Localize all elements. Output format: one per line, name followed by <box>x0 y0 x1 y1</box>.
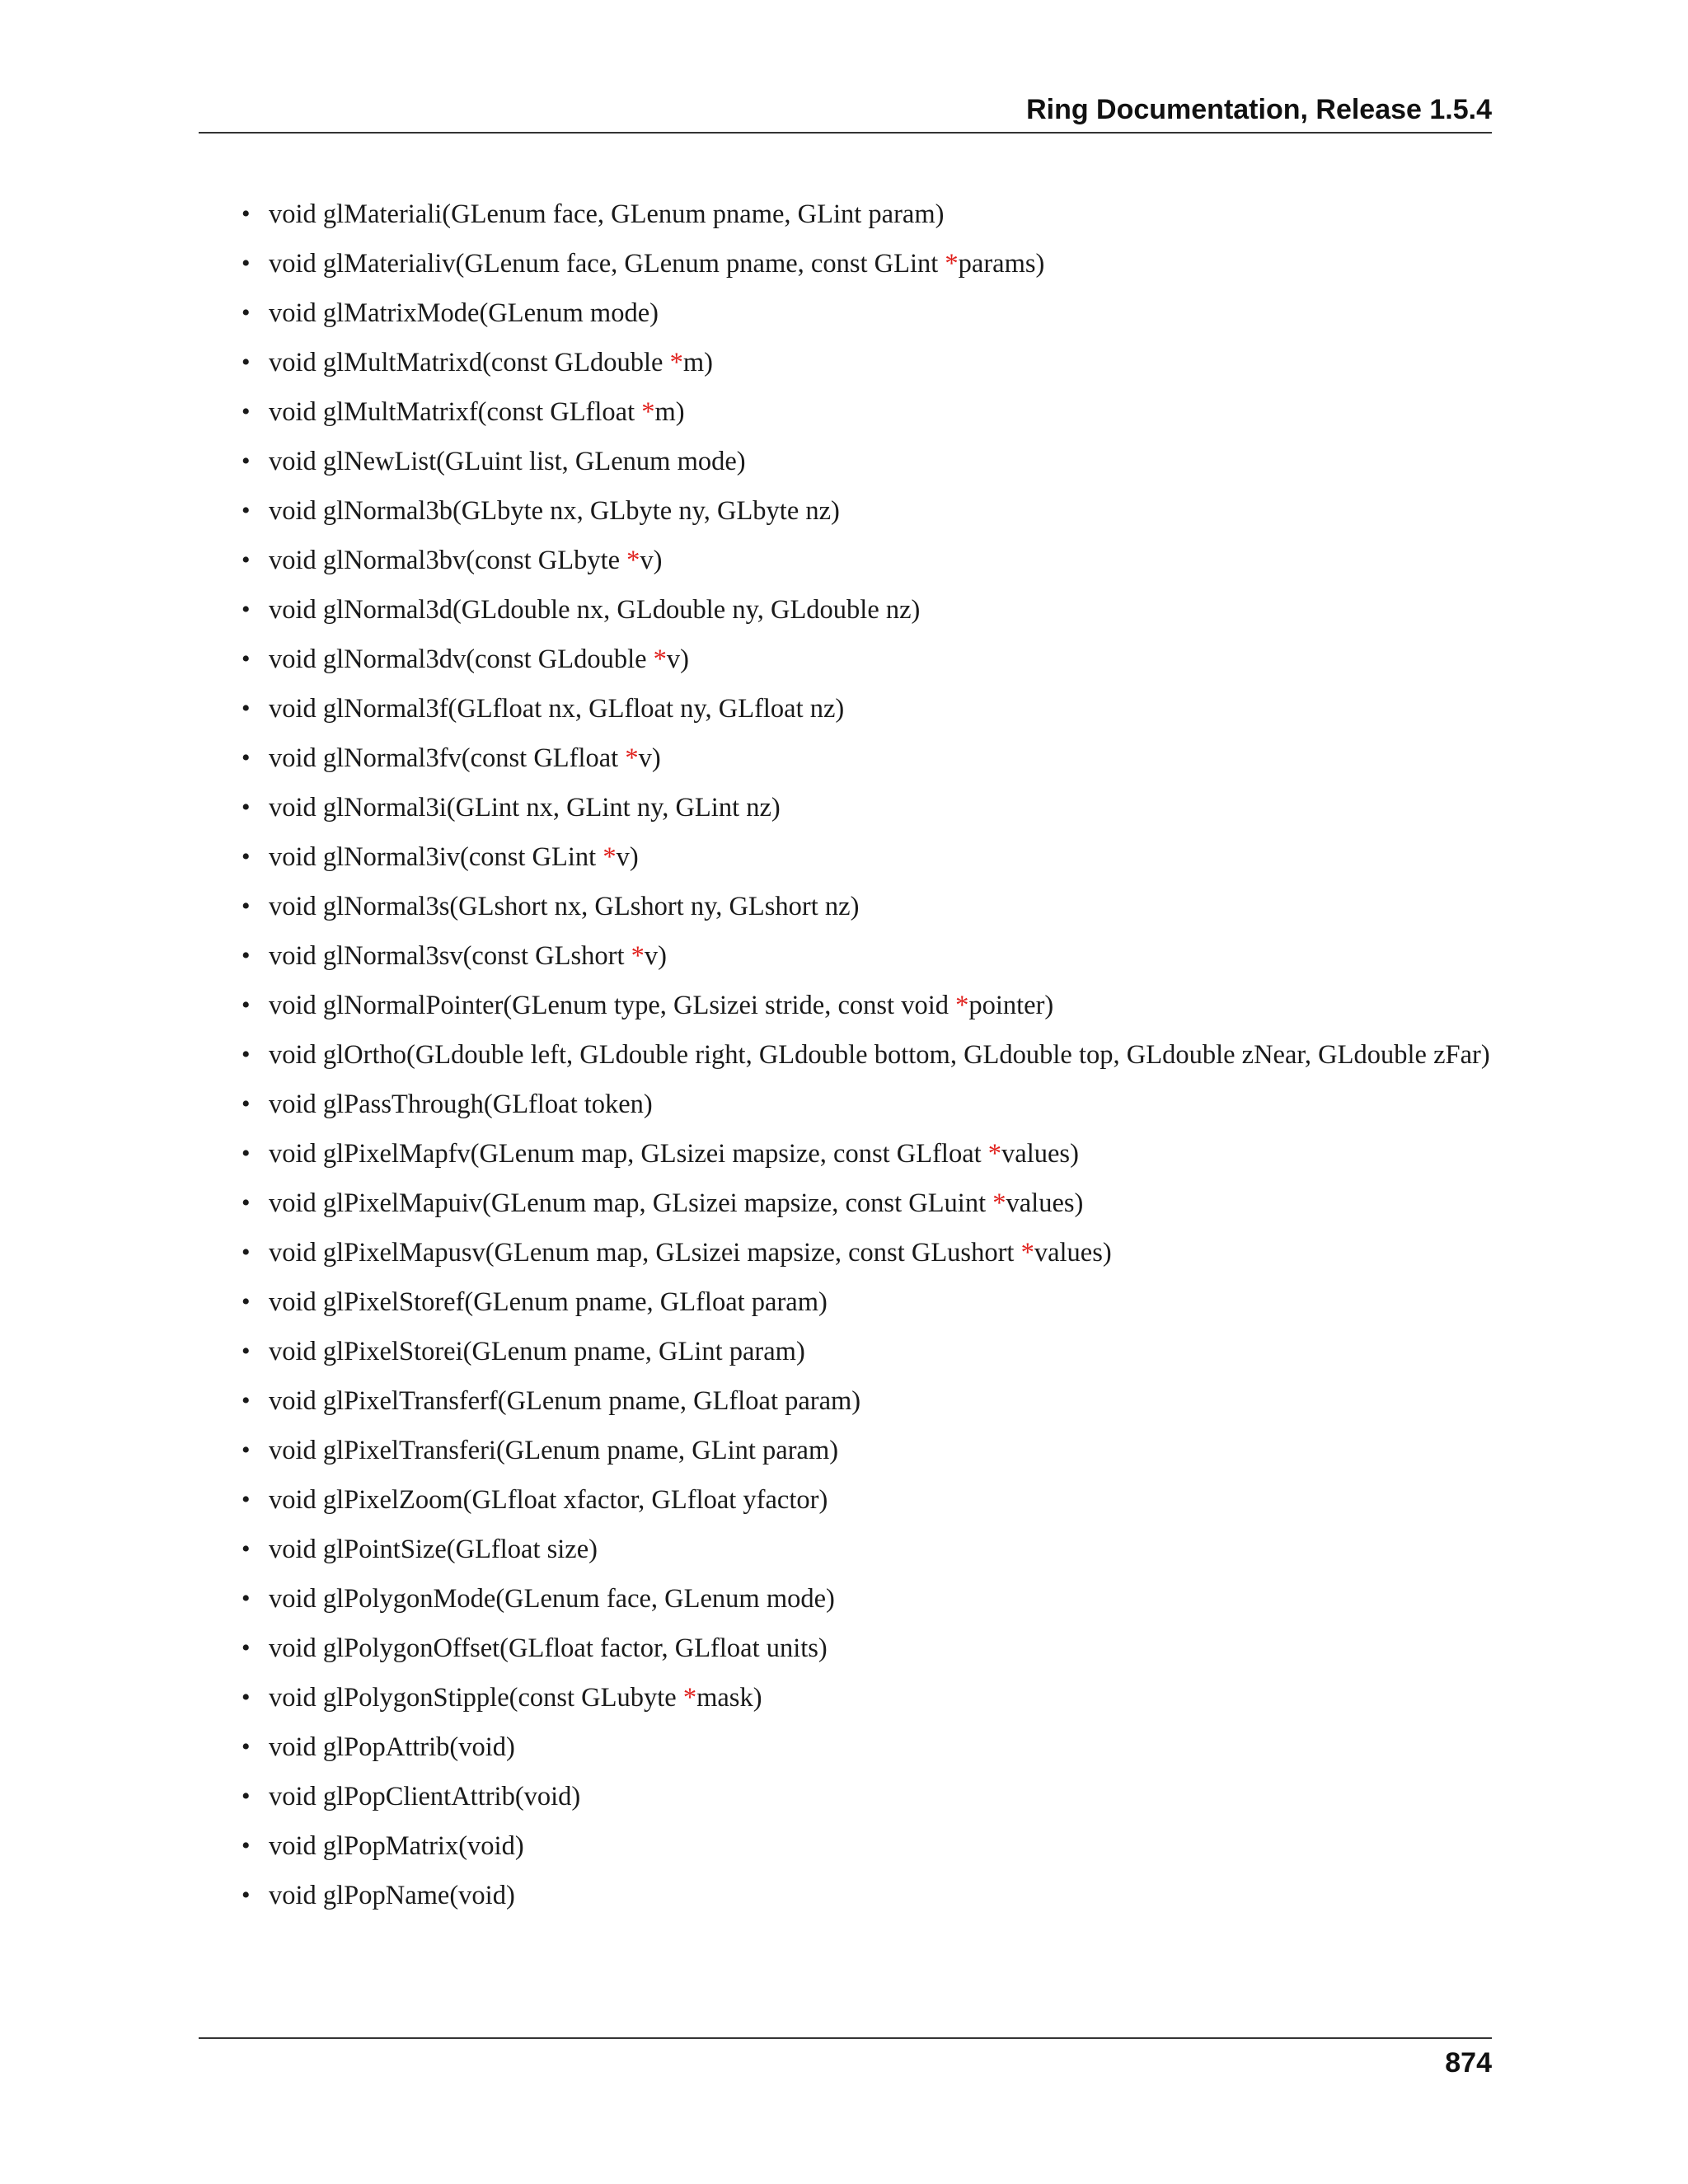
function-signature: void glMateriali(GLenum face, GLenum pname, GLint param) <box>269 199 945 229</box>
bullet-icon: • <box>241 893 251 920</box>
bullet-icon: • <box>241 1634 251 1661</box>
pointer-asterisk: * <box>955 991 969 1020</box>
bullet-icon: • <box>241 299 251 326</box>
bullet-icon: • <box>241 843 251 870</box>
list-item <box>199 1533 1492 1566</box>
function-signature: void glPopClientAttrib(void) <box>269 1782 581 1811</box>
pointer-asterisk: * <box>603 842 617 872</box>
list-item <box>199 396 1492 429</box>
list-item <box>199 1483 1492 1516</box>
bullet-icon: • <box>241 744 251 771</box>
function-signature: void glPopName(void) <box>269 1881 515 1910</box>
pointer-asterisk: * <box>987 1139 1002 1169</box>
list-item <box>199 890 1492 923</box>
function-signature: void glNormal3b(GLbyte nx, GLbyte ny, GLbyte nz) <box>269 496 840 526</box>
function-signature: void glNormal3i(GLint nx, GLint ny, GLint nz) <box>269 793 781 823</box>
list-item <box>199 247 1492 280</box>
function-signature: void glPixelMapfv(GLenum map, GLsizei mapsize, const GLfloat <box>269 1139 988 1169</box>
bullet-icon: • <box>241 1288 251 1315</box>
function-signature-tail: v) <box>638 743 661 773</box>
function-signature: void glPopAttrib(void) <box>269 1732 515 1762</box>
bullet-icon: • <box>241 1733 251 1760</box>
bullet-icon: • <box>241 1486 251 1513</box>
bullet-icon: • <box>241 1387 251 1414</box>
bullet-icon: • <box>241 1882 251 1909</box>
list-item <box>199 1137 1492 1170</box>
function-signature: void glMultMatrixd(const GLdouble <box>269 348 670 377</box>
function-signature: void glPointSize(GLfloat size) <box>269 1535 598 1564</box>
function-signature: void glPolygonOffset(GLfloat factor, GLfloat units) <box>269 1633 828 1663</box>
pointer-asterisk: * <box>945 249 959 279</box>
bullet-icon: • <box>241 1041 251 1068</box>
pointer-asterisk: * <box>631 941 645 971</box>
function-signature-tail: m) <box>682 348 713 377</box>
list-item <box>199 940 1492 972</box>
list-item <box>199 544 1492 577</box>
page-number: 874 <box>1445 2047 1492 2079</box>
function-signature-tail: v) <box>644 941 667 971</box>
bullet-icon: • <box>241 200 251 227</box>
function-signature-tail: pointer) <box>968 991 1054 1020</box>
function-signature: void glMaterialiv(GLenum face, GLenum pname, const GLint <box>269 249 945 279</box>
function-signature: void glNormal3bv(const GLbyte <box>269 546 627 575</box>
pointer-asterisk: * <box>682 1683 697 1713</box>
page-content <box>199 198 1492 1929</box>
function-signature: void glOrtho(GLdouble left, GLdouble right, GLdouble bottom, GLdouble top, GLdouble zNear, GLdouble zFar) <box>269 1040 1490 1070</box>
function-signature: void glPixelMapuiv(GLenum map, GLsizei mapsize, const GLuint <box>269 1188 993 1218</box>
list-item <box>199 1434 1492 1467</box>
function-signature-tail: m) <box>654 397 685 427</box>
bullet-icon: • <box>241 645 251 673</box>
function-signature: void glNormalPointer(GLenum type, GLsizei stride, const void <box>269 991 956 1020</box>
bullet-icon: • <box>241 1783 251 1810</box>
bullet-icon: • <box>241 546 251 574</box>
list-item <box>199 742 1492 775</box>
list-item <box>199 1088 1492 1121</box>
bullet-icon: • <box>241 349 251 376</box>
pointer-asterisk: * <box>641 397 655 427</box>
function-signature: void glPixelZoom(GLfloat xfactor, GLfloat yfactor) <box>269 1485 828 1515</box>
list-item <box>199 346 1492 379</box>
list-item <box>199 1731 1492 1764</box>
function-signature: void glNormal3dv(const GLdouble <box>269 644 654 674</box>
bullet-icon: • <box>241 1585 251 1612</box>
function-signature: void glPolygonMode(GLenum face, GLenum mode) <box>269 1584 835 1614</box>
function-signature: void glPopMatrix(void) <box>269 1831 524 1861</box>
list-item <box>199 1335 1492 1368</box>
function-signature: void glNormal3d(GLdouble nx, GLdouble ny, GLdouble nz) <box>269 595 921 625</box>
bullet-icon: • <box>241 1140 251 1167</box>
bullet-icon: • <box>241 497 251 524</box>
list-item <box>199 989 1492 1022</box>
pointer-asterisk: * <box>992 1188 1006 1218</box>
function-signature: void glPixelMapusv(GLenum map, GLsizei mapsize, const GLushort <box>269 1238 1021 1268</box>
list-item <box>199 494 1492 527</box>
page-footer <box>199 2037 1492 2079</box>
bullet-icon: • <box>241 596 251 623</box>
list-item <box>199 1385 1492 1418</box>
list-item <box>199 1879 1492 1912</box>
list-item <box>199 643 1492 676</box>
bullet-icon: • <box>241 1189 251 1216</box>
pointer-asterisk: * <box>626 546 640 575</box>
bullet-icon: • <box>241 1832 251 1859</box>
list-item <box>199 692 1492 725</box>
bullet-icon: • <box>241 1535 251 1563</box>
bullet-icon: • <box>241 1338 251 1365</box>
function-signature: void glPixelTransferf(GLenum pname, GLfloat param) <box>269 1386 861 1416</box>
function-signature: void glNormal3s(GLshort nx, GLshort ny, GLshort nz) <box>269 892 860 921</box>
bullet-icon: • <box>241 1090 251 1118</box>
list-item <box>199 297 1492 330</box>
list-item <box>199 198 1492 231</box>
function-signature-tail: v) <box>640 546 663 575</box>
function-signature: void glPixelStorei(GLenum pname, GLint param) <box>269 1337 805 1366</box>
bullet-icon: • <box>241 695 251 722</box>
list-item <box>199 1681 1492 1714</box>
bullet-icon: • <box>241 1684 251 1711</box>
page-header <box>199 92 1492 134</box>
function-list <box>199 198 1492 1912</box>
function-signature-tail: values) <box>1001 1139 1079 1169</box>
pointer-asterisk: * <box>669 348 683 377</box>
list-item <box>199 1632 1492 1665</box>
list-item <box>199 1780 1492 1813</box>
list-item <box>199 841 1492 874</box>
list-item <box>199 1582 1492 1615</box>
list-item <box>199 1187 1492 1220</box>
function-signature: void glMatrixMode(GLenum mode) <box>269 298 659 328</box>
function-signature: void glNormal3fv(const GLfloat <box>269 743 626 773</box>
bullet-icon: • <box>241 398 251 425</box>
list-item <box>199 1038 1492 1071</box>
function-signature: void glNormal3sv(const GLshort <box>269 941 631 971</box>
function-signature: void glPolygonStipple(const GLubyte <box>269 1683 683 1713</box>
list-item <box>199 1830 1492 1863</box>
list-item <box>199 791 1492 824</box>
pointer-asterisk: * <box>653 644 667 674</box>
list-item <box>199 593 1492 626</box>
bullet-icon: • <box>241 448 251 475</box>
function-signature: void glPixelStoref(GLenum pname, GLfloat param) <box>269 1287 828 1317</box>
function-signature-tail: v) <box>666 644 689 674</box>
list-item <box>199 1286 1492 1319</box>
function-signature: void glNormal3f(GLfloat nx, GLfloat ny, GLfloat nz) <box>269 694 845 724</box>
bullet-icon: • <box>241 794 251 821</box>
document-title: Ring Documentation, Release 1.5.4 <box>1026 94 1492 125</box>
pointer-asterisk: * <box>1020 1238 1034 1268</box>
function-signature-tail: params) <box>958 249 1045 279</box>
pointer-asterisk: * <box>625 743 639 773</box>
function-signature-tail: v) <box>616 842 639 872</box>
bullet-icon: • <box>241 991 251 1019</box>
function-signature: void glMultMatrixf(const GLfloat <box>269 397 642 427</box>
bullet-icon: • <box>241 1436 251 1464</box>
list-item <box>199 1236 1492 1269</box>
function-signature: void glNewList(GLuint list, GLenum mode) <box>269 447 746 476</box>
bullet-icon: • <box>241 1239 251 1266</box>
list-item <box>199 445 1492 478</box>
function-signature-tail: values) <box>1006 1188 1084 1218</box>
function-signature: void glNormal3iv(const GLint <box>269 842 603 872</box>
bullet-icon: • <box>241 250 251 277</box>
function-signature-tail: mask) <box>696 1683 762 1713</box>
function-signature-tail: values) <box>1034 1238 1112 1268</box>
bullet-icon: • <box>241 942 251 969</box>
function-signature: void glPixelTransferi(GLenum pname, GLint param) <box>269 1436 839 1465</box>
function-signature: void glPassThrough(GLfloat token) <box>269 1090 653 1119</box>
